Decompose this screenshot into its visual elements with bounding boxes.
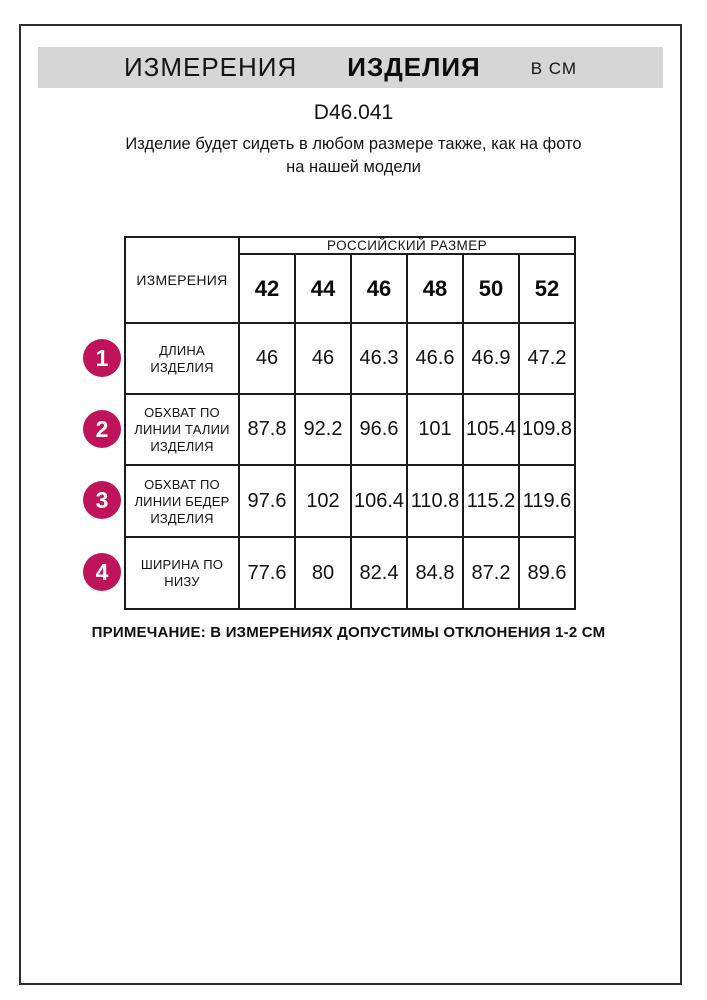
- table-cell: 115.2: [463, 465, 519, 537]
- title-word-product: ИЗДЕЛИЯ: [347, 52, 481, 82]
- fit-subtitle: [0, 133, 707, 179]
- table-cell: 46: [295, 323, 351, 394]
- title-word-measurements: ИЗМЕРЕНИЯ: [123, 52, 298, 82]
- table-cell: 97.6: [239, 465, 295, 537]
- size-column-header: 44: [295, 254, 351, 323]
- fit-subtitle-line2: на нашей модели: [286, 158, 421, 176]
- table-cell: 80: [295, 537, 351, 609]
- table-cell: 109.8: [519, 394, 575, 465]
- table-row: [125, 465, 575, 537]
- table-cell: 46.3: [351, 323, 407, 394]
- table-cell: 82.4: [351, 537, 407, 609]
- table-cell: 89.6: [519, 537, 575, 609]
- table-cell: 110.8: [407, 465, 463, 537]
- table-group-header-row: [125, 237, 575, 254]
- table-group-header: РОССИЙСКИЙ РАЗМЕР: [239, 237, 575, 254]
- size-column-header: 50: [463, 254, 519, 323]
- table-cell: 47.2: [519, 323, 575, 394]
- table-cell: 87.2: [463, 537, 519, 609]
- fit-subtitle-line1: Изделие будет сидеть в любом размере также, как на фото: [125, 135, 582, 153]
- row-label: ДЛИНА ИЗДЕЛИЯ: [125, 323, 239, 394]
- row-label: ОБХВАТ ПО ЛИНИИ БЕДЕР ИЗДЕЛИЯ: [125, 465, 239, 537]
- size-column-header: 42: [239, 254, 295, 323]
- table-cell: 46.9: [463, 323, 519, 394]
- size-column-header: 46: [351, 254, 407, 323]
- table-cell: 101: [407, 394, 463, 465]
- tolerance-note: ПРИМЕЧАНИЕ: В ИЗМЕРЕНИЯХ ДОПУСТИМЫ ОТКЛОНЕНИЯ 1-2 СМ: [91, 624, 606, 641]
- row-number-badge: 3: [83, 481, 121, 519]
- table-cell: 46.6: [407, 323, 463, 394]
- table-cell: 84.8: [407, 537, 463, 609]
- table-row: [125, 537, 575, 609]
- row-label: ОБХВАТ ПО ЛИНИИ ТАЛИИ ИЗДЕЛИЯ: [125, 394, 239, 465]
- table-cell: 87.8: [239, 394, 295, 465]
- table-corner-header: ИЗМЕРЕНИЯ: [125, 237, 239, 323]
- table-cell: 96.6: [351, 394, 407, 465]
- size-column-header: 48: [407, 254, 463, 323]
- table-row: [125, 323, 575, 394]
- row-number-badge: 2: [83, 410, 121, 448]
- table-cell: 105.4: [463, 394, 519, 465]
- row-number-badge: 1: [83, 339, 121, 377]
- product-code: D46.041: [313, 101, 394, 124]
- table-cell: 92.2: [295, 394, 351, 465]
- table-row: [125, 394, 575, 465]
- table-cell: 102: [295, 465, 351, 537]
- table-cell: 77.6: [239, 537, 295, 609]
- row-number-badge: 4: [83, 553, 121, 591]
- title-unit-cm: В СМ: [530, 59, 578, 78]
- table-cell: 119.6: [519, 465, 575, 537]
- title-banner: [38, 47, 663, 88]
- size-column-header: 52: [519, 254, 575, 323]
- table-cell: 46: [239, 323, 295, 394]
- measurements-table: [124, 236, 576, 610]
- table-cell: 106.4: [351, 465, 407, 537]
- row-label: ШИРИНА ПО НИЗУ: [125, 537, 239, 609]
